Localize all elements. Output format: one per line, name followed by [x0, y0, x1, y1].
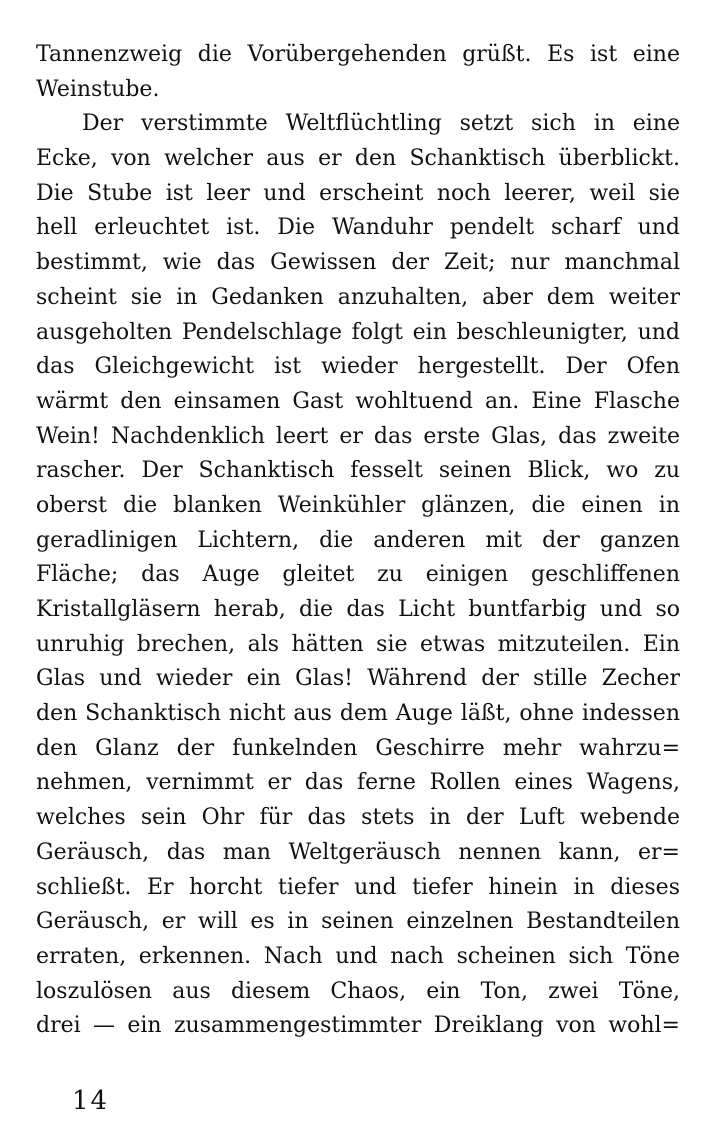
text-line: erraten, erkennen. Nach und nach scheinen sich Töne	[36, 943, 680, 969]
text-line: Geräusch, das man Weltgeräusch nennen kann, er=	[36, 839, 680, 865]
text-line: loszulösen aus diesem Chaos, ein Ton, zwei Töne,	[36, 978, 680, 1004]
text-line: oberst die blanken Weinkühler glänzen, die einen in	[36, 492, 680, 518]
text-line: scheint sie in Gedanken anzuhalten, aber dem weiter	[36, 284, 680, 310]
text-line: Tannenzweig die Vorübergehenden grüßt. Es ist eine	[36, 42, 680, 67]
text-line: Der verstimmte Weltflüchtling setzt sich in eine	[82, 111, 680, 137]
text-line: das Gleichgewicht ist wieder hergestellt. Der Ofen	[36, 354, 680, 380]
body-text	[36, 38, 680, 1044]
text-line: geradlinigen Lichtern, die anderen mit der ganzen	[36, 527, 680, 553]
text-line: den Glanz der funkelnden Geschirre mehr wahrzu=	[36, 735, 680, 761]
text-line: Die Stube ist leer und erscheint noch leerer, weil sie	[36, 180, 680, 206]
text-line: Wein! Nachdenklich leert er das erste Glas, das zweite	[36, 423, 680, 449]
text-line: Fläche; das Auge gleitet zu einigen geschliffenen	[36, 562, 680, 588]
text-line: welches sein Ohr für das stets in der Luft webende	[36, 805, 680, 831]
text-line: hell erleuchtet ist. Die Wanduhr pendelt scharf und	[36, 215, 680, 241]
text-line: bestimmt, wie das Gewissen der Zeit; nur manchmal	[36, 250, 680, 276]
page-number: 14	[72, 1086, 110, 1116]
text-line: schließt. Er horcht tiefer und tiefer hinein in dieses	[36, 874, 680, 900]
text-line: Geräusch, er will es in seinen einzelnen Bestandteilen	[36, 909, 680, 935]
text-line: nehmen, vernimmt er das ferne Rollen eines Wagens,	[36, 770, 680, 796]
text-line: ausgeholten Pendelschlage folgt ein beschleunigter, und	[36, 319, 680, 345]
text-line: Glas und wieder ein Glas! Während der stille Zecher	[36, 666, 680, 692]
text-line: Ecke, von welcher aus er den Schanktisch überblickt.	[36, 146, 680, 172]
text-line: rascher. Der Schanktisch fesselt seinen Blick, wo zu	[36, 458, 680, 484]
text-line: wärmt den einsamen Gast wohltuend an. Eine Flasche	[36, 388, 680, 414]
text-line: unruhig brechen, als hätten sie etwas mitzuteilen. Ein	[36, 631, 680, 657]
text-line: drei — ein zusammengestimmter Dreiklang von wohl=	[36, 1013, 680, 1039]
text-line: Kristallgläsern herab, die das Licht buntfarbig und so	[36, 597, 680, 622]
text-line: den Schanktisch nicht aus dem Auge läßt, ohne indessen	[36, 701, 680, 727]
text-line: Weinstube.	[36, 76, 160, 102]
